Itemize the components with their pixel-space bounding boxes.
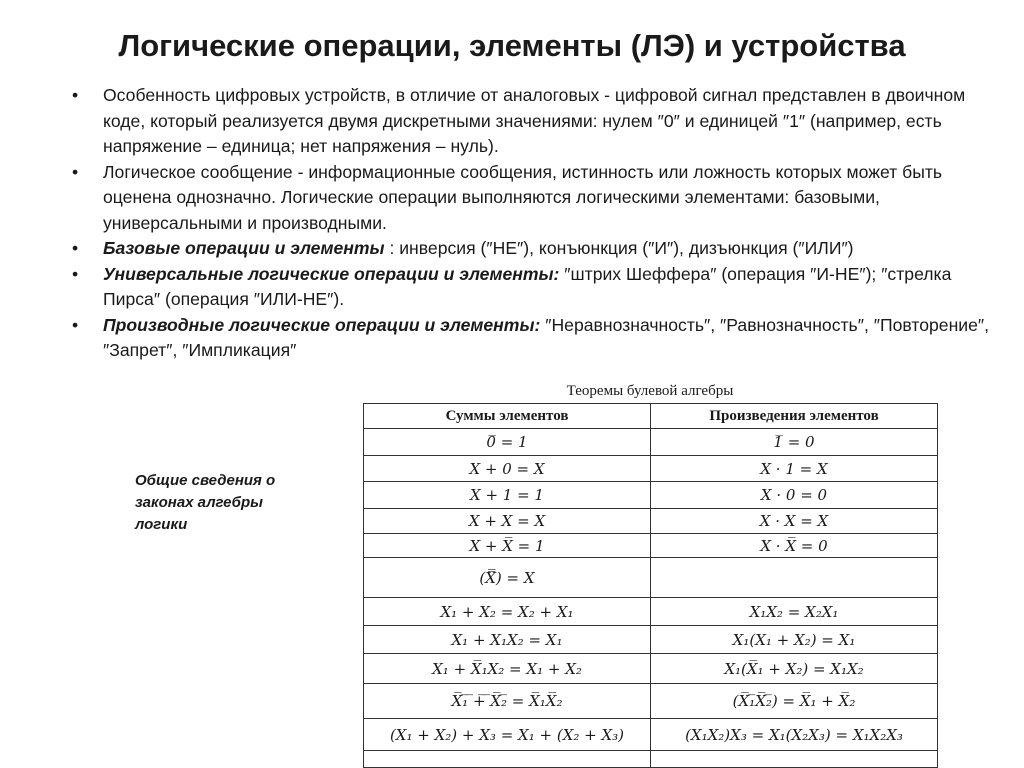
- bullet-emphasis: Базовые операции и элементы: [103, 238, 385, 258]
- product-formula: [651, 558, 938, 598]
- bullet-item: [72, 262, 1002, 313]
- header-products: Произведения элементов: [651, 404, 938, 429]
- table-row: [364, 684, 938, 719]
- table-row: [364, 558, 938, 598]
- product-formula: X₁(X₁ + X₂) = X₁: [651, 626, 938, 654]
- bullet-text: Особенность цифровых устройств, в отличие от аналоговых - цифровой сигнал представлен в двоичном коде, который реализуется двумя дискретными значениями: нулем ″0″ и единицей ″1″ (например, есть напряжение – единица; нет напряжения – нуль).: [103, 85, 966, 156]
- bullet-item: [72, 83, 1002, 160]
- product-formula: X · X̅ = 0: [651, 534, 938, 558]
- sum-formula: X₁ + X₂ = X₂ + X₁: [364, 598, 651, 626]
- product-formula: 1̅ = 0: [651, 429, 938, 456]
- product-formula: (X₁X₂)X₃ = X₁(X₂X₃) = X₁X₂X₃: [651, 719, 938, 751]
- bullet-icon: •: [72, 161, 79, 182]
- table-row: [364, 429, 938, 456]
- sum-formula: X̅₁̅ ̅+̅ ̅X̅₂̅ = X̅₁X̅₂: [364, 684, 651, 719]
- bullet-text: ″Неравнозначность″, ″Равнозначность″, ″Повторение″, ″Запрет″, ″Импликация″: [103, 314, 990, 360]
- bullet-text: : инверсия (″НЕ″), конъюнкция (″И″), дизъюнкция (″ИЛИ″): [384, 238, 854, 258]
- bullet-icon: •: [72, 263, 79, 284]
- bullet-text: ″штрих Шеффера″ (операция ″И-НЕ″); ″стрелка Пирса″ (операция ″ИЛИ-НЕ″).: [103, 263, 952, 309]
- sum-formula: (X̿) = X: [364, 558, 651, 598]
- table-row: [364, 534, 938, 558]
- boolean-theorems-table: [363, 403, 938, 768]
- bullet-emphasis: Универсальные логические операции и элементы:: [103, 263, 560, 284]
- table-row: [364, 626, 938, 654]
- table-row: [364, 654, 938, 684]
- table-row: [364, 598, 938, 626]
- header-sums: Суммы элементов: [364, 404, 651, 429]
- sum-formula: X + 0 = X: [364, 456, 651, 482]
- sum-formula: (X₁ + X₂) + X₃ = X₁ + (X₂ + X₃): [364, 719, 651, 751]
- product-formula: [651, 751, 938, 768]
- product-formula: X · 1 = X: [651, 456, 938, 482]
- bullet-item: [72, 160, 1002, 237]
- table-row: [364, 751, 938, 768]
- product-formula: X₁(X̅₁ + X₂) = X₁X₂: [651, 654, 938, 684]
- product-formula: X₁X₂ = X₂X₁: [651, 598, 938, 626]
- product-formula: X · X = X: [651, 509, 938, 534]
- sum-formula: X + X = X: [364, 509, 651, 534]
- sum-formula: 0̅ = 1: [364, 429, 651, 456]
- product-formula: X · 0 = 0: [651, 482, 938, 509]
- side-note: Общие сведения о законах алгебры логики: [135, 472, 276, 533]
- table-row: [364, 719, 938, 751]
- table-row: [364, 456, 938, 482]
- table-row: [364, 482, 938, 509]
- bullet-emphasis: Производные логические операции и элементы:: [103, 314, 541, 335]
- slide-title: Логические операции, элементы (ЛЭ) и устройства: [118, 28, 906, 63]
- table-caption: Теоремы булевой алгебры: [566, 383, 734, 399]
- bullet-icon: •: [72, 238, 79, 258]
- sum-formula: [364, 751, 651, 768]
- sum-formula: X + 1 = 1: [364, 482, 651, 509]
- product-formula: (X̅₁̅X̅₂̅) = X̅₁ + X̅₂: [651, 684, 938, 719]
- bullet-item: [72, 236, 1002, 262]
- sum-formula: X + X̅ = 1: [364, 534, 651, 558]
- bullet-list: [72, 83, 1002, 364]
- sum-formula: X₁ + X̅₁X₂ = X₁ + X₂: [364, 654, 651, 684]
- sum-formula: X₁ + X₁X₂ = X₁: [364, 626, 651, 654]
- bullet-icon: •: [72, 85, 79, 105]
- table-row: [364, 509, 938, 534]
- bullet-item: [72, 313, 1002, 364]
- bullet-icon: •: [72, 314, 79, 335]
- bullet-text: Логическое сообщение - информационные сообщения, истинность или ложность которых может быть оценена однозначно. Логические операции выполняются логическими элементами: базовыми, универсальными и производными.: [103, 161, 943, 233]
